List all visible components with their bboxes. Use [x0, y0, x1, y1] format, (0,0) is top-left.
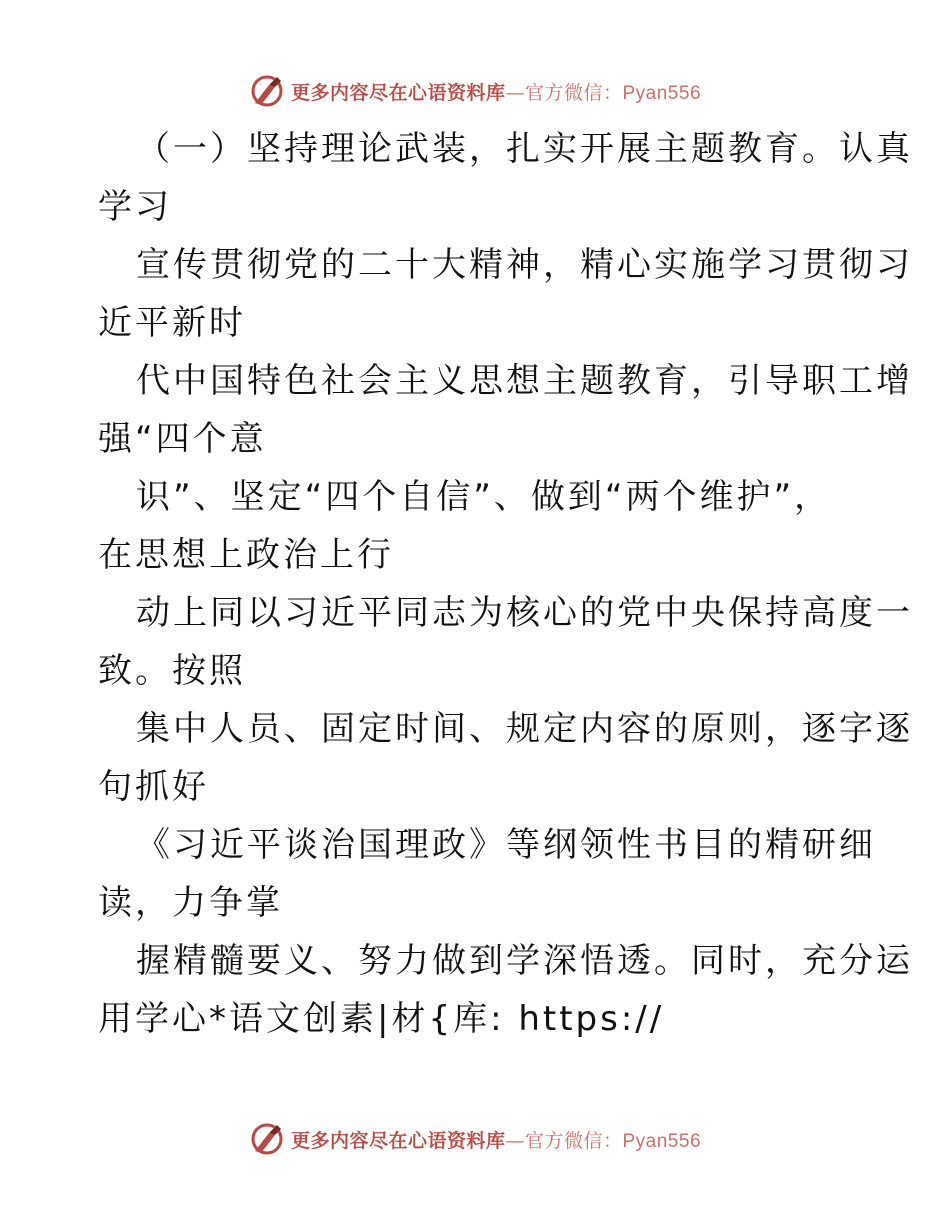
paragraph-line: 识”、坚定“四个自信”、做到“两个维护”，: [136, 477, 832, 517]
paragraph: [98, 468, 858, 584]
watermark-separator: —: [505, 81, 525, 104]
paragraph-line: 握精髓要义、努力做到学深悟透。同时，充分运: [136, 941, 913, 981]
paragraph-line: 读，力争掌: [98, 883, 283, 923]
paragraph-line: 代中国特色社会主义思想主题教育，引导职工增: [136, 361, 913, 401]
watermark-separator: —: [505, 1129, 525, 1152]
pen-logo-icon: [249, 1121, 285, 1157]
paragraph: [98, 700, 913, 816]
paragraph-line: （一）坚持理论武装，扎实开展主题教育。认真: [136, 129, 913, 169]
footer-watermark: [0, 1117, 950, 1161]
paragraph-line: 宣传贯彻党的二十大精神，精心实施学习贯彻习: [136, 245, 913, 285]
paragraph-line: 致。按照: [98, 651, 246, 691]
paragraph-line: 动上同以习近平同志为核心的党中央保持高度一: [136, 593, 913, 633]
paragraph-line: 《习近平谈治国理政》等纲领性书目的精研细: [136, 825, 876, 865]
watermark-brand: 更多内容尽在心语资料库: [290, 1129, 506, 1152]
watermark-text: [291, 78, 701, 105]
watermark-brand: 更多内容尽在心语资料库: [290, 81, 506, 104]
header-watermark: [0, 69, 950, 113]
paragraph: [98, 816, 876, 932]
paragraph-line: 学习: [98, 187, 172, 227]
paragraph: [98, 352, 913, 468]
pen-logo-icon: [249, 73, 285, 109]
watermark-handle: Pyan556: [622, 1130, 702, 1152]
paragraph-line: 句抓好: [98, 767, 209, 807]
paragraph: [98, 236, 913, 352]
paragraph: [98, 584, 913, 700]
watermark-handle: Pyan556: [622, 82, 702, 104]
paragraph-line: 在思想上政治上行: [98, 535, 394, 575]
paragraph-line: 用学心*语文创素|材{库: https://: [98, 999, 665, 1039]
paragraph: [98, 932, 913, 1048]
document-body: [98, 120, 913, 1048]
paragraph-line: 近平新时: [98, 303, 246, 343]
paragraph-line: 集中人员、固定时间、规定内容的原则，逐字逐: [136, 709, 913, 749]
watermark-text: [291, 1126, 701, 1153]
watermark-label: 官方微信：: [524, 1129, 623, 1152]
paragraph-line: 强“四个意: [98, 419, 267, 459]
paragraph: [98, 120, 913, 236]
watermark-label: 官方微信：: [524, 81, 623, 104]
